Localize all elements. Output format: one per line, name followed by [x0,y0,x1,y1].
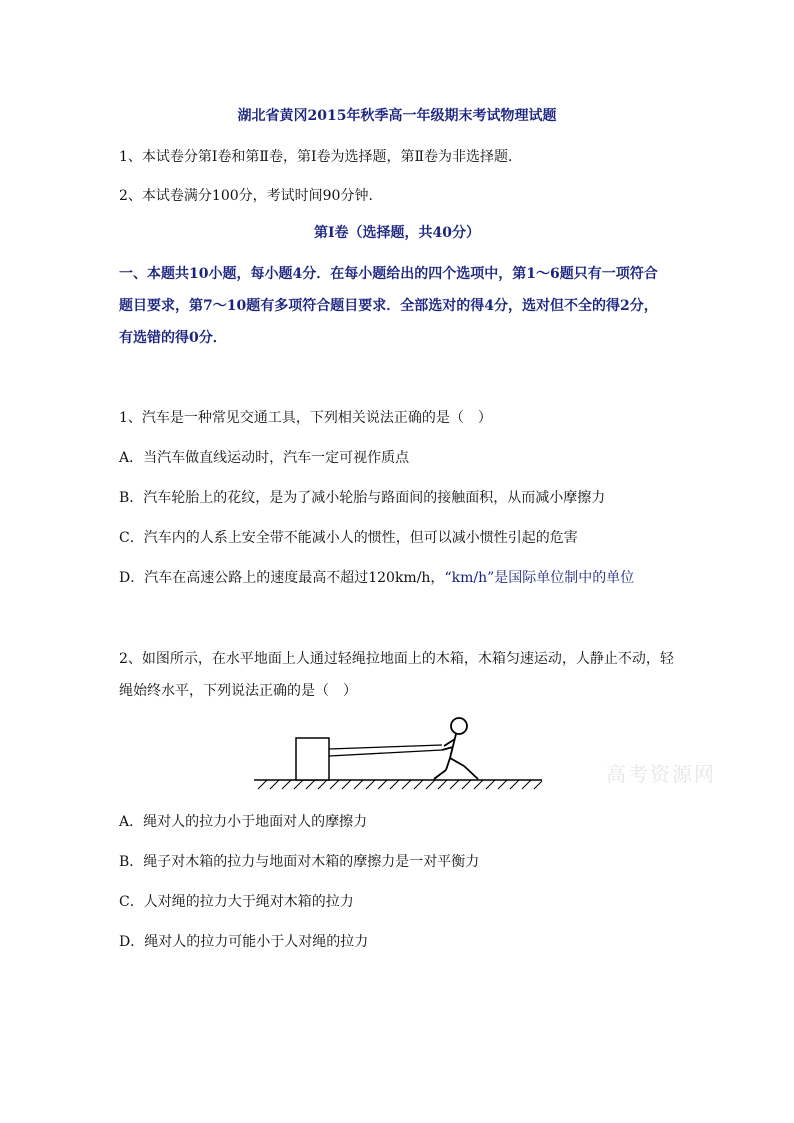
question-2-figure [252,710,544,796]
section-title: 第Ⅰ卷（选择题，共40分） [313,225,481,241]
question-2-option-c: C．人对绳的拉力大于绳对木箱的拉力 [119,894,354,910]
question-1-option-a: A．当汽车做直线运动时，汽车一定可视作质点 [119,450,410,466]
question-2-option-b: B．绳子对木箱的拉力与地面对木箱的摩擦力是一对平衡力 [119,854,480,870]
note-2: 2、本试卷满分100分，考试时间90分钟． [119,188,383,204]
option-d-unit-note: “km/h”是国际单位制中的单位 [444,570,635,586]
question-2-stem-line-2: 绳始终水平，下列说法正确的是（ ） [119,683,357,699]
instruction-line-3: 有选错的得0分． [119,330,227,346]
question-2-stem-line-1: 2、如图所示，在水平地面上人通过轻绳拉地面上的木箱，木箱匀速运动，人静止不动，轻 [119,651,674,667]
note-1: 1、本试卷分第Ⅰ卷和第Ⅱ卷，第Ⅰ卷为选择题，第Ⅱ卷为非选择题． [119,149,522,165]
question-2-option-d: D．绳对人的拉力可能小于人对绳的拉力 [119,934,369,950]
ground [254,780,542,789]
question-1-option-b: B．汽车轮胎上的花纹，是为了减小轮胎与路面间的接触面积，从而减小摩擦力 [119,490,606,506]
question-1-option-c: C．汽车内的人系上安全带不能减小人的惯性，但可以减小惯性引起的危害 [119,530,578,546]
person-figure [434,718,478,779]
option-d-text: D．汽车在高速公路上的速度最高不超过120km/h， [119,570,445,586]
question-2-option-a: A．绳对人的拉力小于地面对人的摩擦力 [119,814,368,830]
instruction-line-2: 题目要求，第7～10题有多项符合题目要求．全部选对的得4分，选对但不全的得2分， [119,298,658,314]
instruction-line-1: 一、本题共10小题，每小题4分．在每小题给出的四个选项中，第1～6题只有一项符合 [119,266,658,282]
wooden-box [296,738,329,780]
question-1-option-d [119,567,634,587]
exam-title: 湖北省黄冈2015年秋季高一年级期末考试物理试题 [237,108,557,124]
watermark: 高考资源网 [606,762,716,786]
rope [329,745,442,756]
question-1-stem: 1、汽车是一种常见交通工具，下列相关说法正确的是（ ） [119,410,492,426]
